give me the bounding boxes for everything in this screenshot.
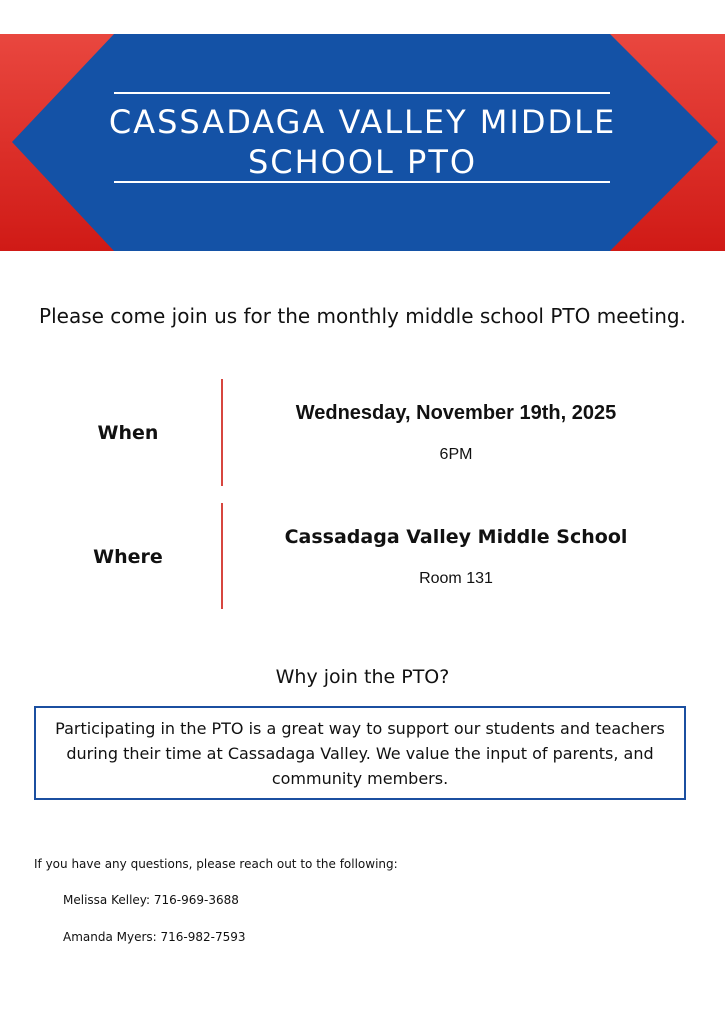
meeting-place: Cassadaga Valley Middle School (284, 526, 628, 548)
contact-melissa-kelley: Melissa Kelley: 716-969-3688 (63, 893, 239, 907)
contact-intro: If you have any questions, please reach out to the following: (34, 857, 398, 871)
why-info-box (34, 706, 686, 800)
banner-bottom-rule (114, 181, 610, 183)
when-divider (221, 379, 223, 486)
meeting-date: Wednesday, November 19th, 2025 (295, 402, 617, 424)
where-label: Where (93, 546, 163, 568)
meeting-room: Room 131 (419, 570, 493, 587)
why-text: Participating in the PTO is a great way to support our students and teachers during their time at Cassadaga Valley. We value the input of parents, and community members. (55, 718, 665, 788)
intro-text: Please come join us for the monthly middle school PTO meeting. (39, 304, 686, 328)
where-divider (221, 503, 223, 609)
when-label: When (97, 422, 159, 444)
header-banner (0, 34, 725, 251)
banner-top-rule (114, 92, 610, 94)
meeting-time: 6PM (439, 446, 473, 463)
contact-amanda-myers: Amanda Myers: 716-982-7593 (63, 930, 246, 944)
page-title (60, 102, 665, 182)
why-heading: Why join the PTO? (275, 666, 450, 688)
page-title-line-2: SCHOOL PTO (247, 143, 478, 181)
page-title-line-1: CASSADAGA VALLEY MIDDLE (108, 103, 617, 141)
